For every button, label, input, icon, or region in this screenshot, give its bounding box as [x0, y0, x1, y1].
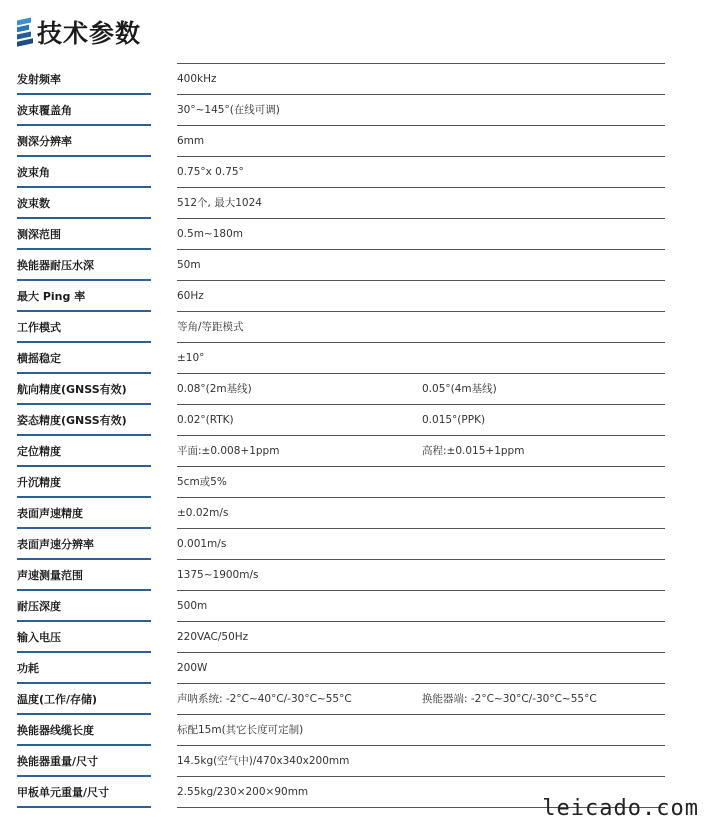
- spec-value: 1375~1900m/s: [177, 569, 259, 581]
- spec-row: [17, 219, 665, 250]
- spec-value: 0.5m~180m: [177, 228, 243, 240]
- spec-label: 波束角: [17, 166, 50, 179]
- spec-row: [17, 312, 665, 343]
- watermark-text: leicado.com: [542, 796, 699, 821]
- spec-value: 30°~145°(在线可调): [177, 104, 280, 116]
- spec-value: ±10°: [177, 352, 205, 364]
- spec-value: 500m: [177, 600, 208, 612]
- spec-row: [17, 560, 665, 591]
- brand-logo-icon: [17, 17, 33, 47]
- spec-value: 50m: [177, 259, 201, 271]
- spec-row: [17, 95, 665, 126]
- spec-value: 512个, 最大1024: [177, 197, 262, 209]
- spec-value: 220VAC/50Hz: [177, 631, 249, 643]
- spec-row: [17, 126, 665, 157]
- spec-value-secondary: 高程:±0.015+1ppm: [422, 445, 525, 457]
- spec-row: [17, 281, 665, 312]
- spec-label: 换能器重量/尺寸: [17, 755, 99, 768]
- spec-label: 测深分辨率: [17, 135, 72, 148]
- spec-row: [17, 436, 665, 467]
- spec-row: [17, 405, 665, 436]
- spec-row: [17, 498, 665, 529]
- spec-value: 等角/等距模式: [177, 321, 244, 333]
- spec-value: 0.75°x 0.75°: [177, 166, 244, 178]
- spec-value: ±0.02m/s: [177, 507, 229, 519]
- spec-row: [17, 64, 665, 95]
- spec-value-secondary: 0.05°(4m基线): [422, 383, 497, 395]
- spec-label: 表面声速分辨率: [17, 538, 94, 551]
- spec-label: 表面声速精度: [17, 507, 83, 520]
- spec-value: 200W: [177, 662, 208, 674]
- spec-table: [17, 64, 665, 808]
- spec-value: 2.55kg/230×200×90mm: [177, 786, 309, 798]
- spec-row: [17, 684, 665, 715]
- spec-value-secondary: 0.015°(PPK): [422, 414, 486, 426]
- spec-label: 波束覆盖角: [17, 104, 72, 117]
- spec-label: 定位精度: [17, 445, 61, 458]
- spec-label: 甲板单元重量/尺寸: [17, 786, 110, 799]
- spec-row: [17, 622, 665, 653]
- spec-row: [17, 374, 665, 405]
- spec-value: 0.08°(2m基线): [177, 383, 252, 395]
- spec-label: 波束数: [17, 197, 50, 210]
- spec-row: [17, 250, 665, 281]
- section-header: [17, 12, 141, 52]
- spec-value: 标配15m(其它长度可定制): [177, 724, 304, 736]
- spec-value: 400kHz: [177, 73, 217, 85]
- spec-row: [17, 591, 665, 622]
- spec-label: 温度(工作/存储): [17, 693, 98, 706]
- spec-label: 工作模式: [17, 321, 61, 334]
- spec-label: 升沉精度: [17, 476, 61, 489]
- spec-value-secondary: 换能器端: -2°C~30°C/-30°C~55°C: [422, 693, 597, 705]
- spec-row: [17, 653, 665, 684]
- spec-value: 0.02°(RTK): [177, 414, 234, 426]
- spec-label: 航向精度(GNSS有效): [17, 383, 127, 396]
- spec-label: 耐压深度: [17, 600, 61, 613]
- spec-value: 0.001m/s: [177, 538, 227, 550]
- spec-label: 最大 Ping 率: [17, 290, 86, 303]
- spec-row: [17, 188, 665, 219]
- spec-value: 60Hz: [177, 290, 204, 302]
- spec-label: 声速测量范围: [17, 569, 83, 582]
- spec-value: 平面:±0.008+1ppm: [177, 445, 280, 457]
- label-underline: [17, 806, 151, 808]
- spec-label: 姿态精度(GNSS有效): [17, 414, 127, 427]
- spec-label: 换能器线缆长度: [17, 724, 94, 737]
- spec-value: 6mm: [177, 135, 205, 147]
- page-title: 技术参数: [37, 19, 142, 48]
- spec-value: 声呐系统: -2°C~40°C/-30°C~55°C: [177, 693, 352, 705]
- spec-row: [17, 529, 665, 560]
- spec-value: 14.5kg(空气中)/470x340x200mm: [177, 755, 350, 767]
- spec-row: [17, 157, 665, 188]
- spec-label: 发射频率: [17, 73, 61, 86]
- spec-row: [17, 715, 665, 746]
- spec-value: 5cm或5%: [177, 476, 227, 488]
- spec-label: 测深范围: [17, 228, 61, 241]
- spec-label: 换能器耐压水深: [17, 259, 94, 272]
- spec-row: [17, 467, 665, 498]
- spec-label: 功耗: [17, 662, 39, 675]
- spec-label: 横摇稳定: [17, 352, 61, 365]
- spec-label: 输入电压: [17, 631, 61, 644]
- spec-row: [17, 343, 665, 374]
- spec-row: [17, 746, 665, 777]
